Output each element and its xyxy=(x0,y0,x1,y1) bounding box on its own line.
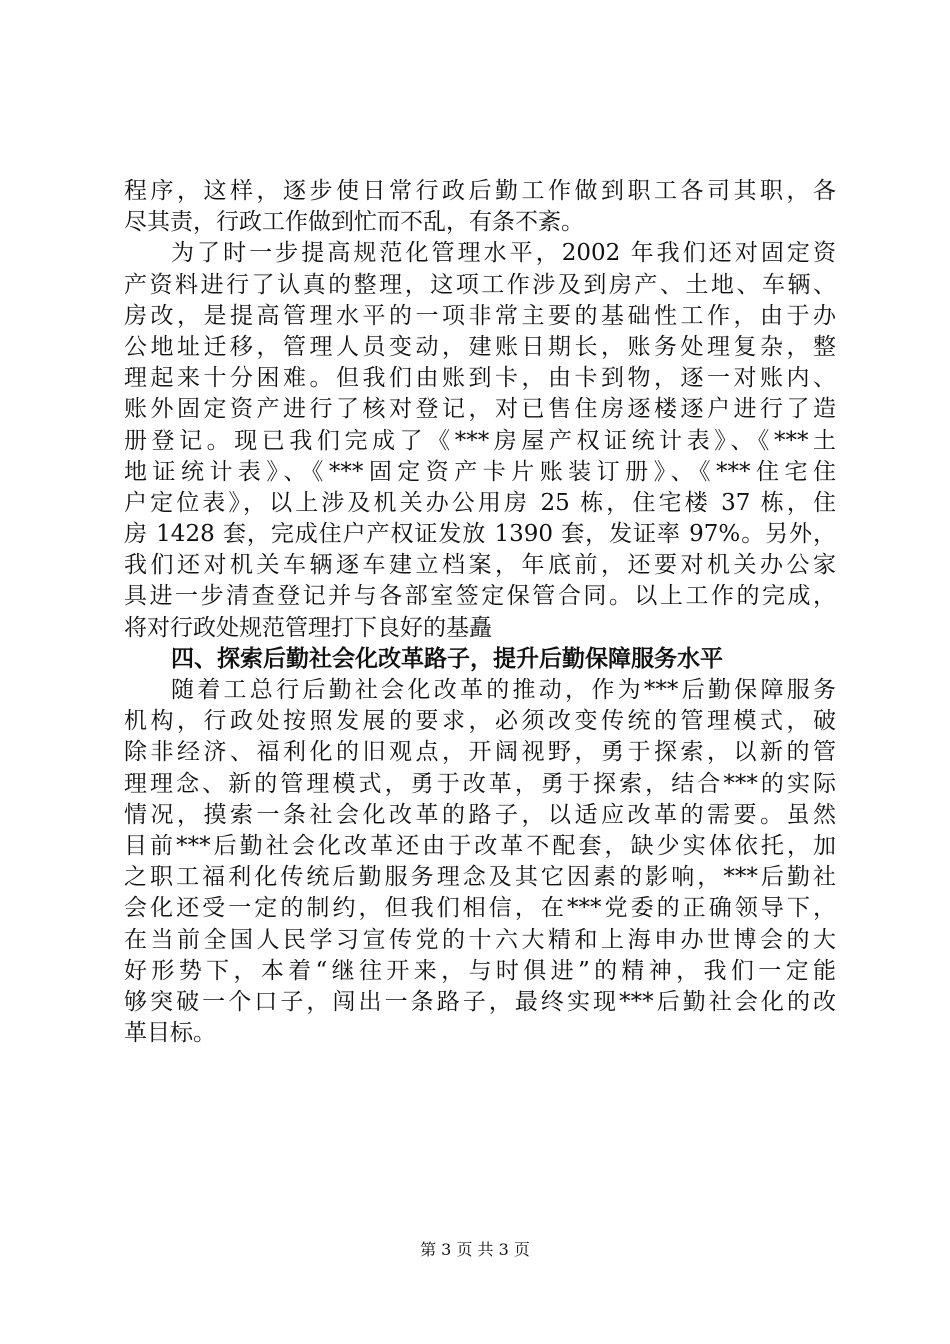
text-line: 房 1428 套，完成住户产权证发放 1390 套，发证率 97%。另外， xyxy=(124,521,836,548)
text-line: 具进一步清查登记并与各部室签定保管合同。以上工作的完成， xyxy=(124,583,836,610)
text-line: 将对行政处规范管理打下良好的基矗 xyxy=(124,614,492,641)
text-line: 房改，是提高管理水平的一项非常主要的基础性工作，由于办 xyxy=(124,302,836,329)
text-line: 尽其责，行政工作做到忙而不乱，有条不紊。 xyxy=(124,209,584,236)
text-line: 好形势下，本着“继往开来，与时俱进”的精神，我们一定能 xyxy=(124,957,836,984)
body-text xyxy=(124,176,836,1049)
text-line: 我们还对机关车辆逐车建立档案，年底前，还要对机关办公家 xyxy=(124,552,836,579)
text-line: 户定位表》，以上涉及机关办公用房 25 栋，住宅楼 37 栋，住 xyxy=(124,489,836,516)
text-line: 册登记。现已我们完成了《***房屋产权证统计表》、《***土 xyxy=(124,427,836,454)
text-line: 地证统计表》、《***固定资产卡片账装订册》、《***住宅住 xyxy=(124,458,836,485)
text-line: 够突破一个口子，闯出一条路子，最终实现***后勤社会化的改 xyxy=(124,988,836,1015)
text-line: 革目标。 xyxy=(124,1020,216,1047)
text-line: 除非经济、福利化的旧观点，开阔视野，勇于探索，以新的管 xyxy=(124,739,836,766)
text-line: 在当前全国人民学习宣传党的十六大精和上海申办世博会的大 xyxy=(124,926,836,953)
text-line: 随着工总行后勤社会化改革的推动，作为***后勤保障服务 xyxy=(171,677,836,703)
text-line: 情况，摸索一条社会化改革的路子，以适应改革的需要。虽然 xyxy=(124,801,836,828)
text-line: 为了时一步提高规范化管理水平，2002 年我们还对固定资 xyxy=(171,240,836,267)
text-line: 会化还受一定的制约，但我们相信，在***党委的正确领导下， xyxy=(124,895,836,922)
text-line: 理理念、新的管理模式，勇于改革，勇于探索，结合***的实际 xyxy=(124,770,836,797)
text-line: 公地址迁移，管理人员变动，建账日期长，账务处理复杂，整 xyxy=(124,333,836,360)
page-footer: 第 3 页 共 3 页 xyxy=(420,1240,530,1259)
text-line: 机构，行政处按照发展的要求，必须改变传统的管理模式，破 xyxy=(124,708,836,735)
section-heading: 四、探索后勤社会化改革路子，提升后勤保障服务水平 xyxy=(171,645,723,672)
text-line: 程序，这样，逐步使日常行政后勤工作做到职工各司其职，各 xyxy=(124,178,836,204)
text-line: 产资料进行了认真的整理，这项工作涉及到房产、土地、车辆、 xyxy=(124,271,836,298)
text-line: 账外固定资产进行了核对登记，对已售住房逐楼逐户进行了造 xyxy=(124,396,836,423)
text-line: 目前***后勤社会化改革还由于改革不配套，缺少实体依托，加 xyxy=(124,832,836,859)
text-line: 理起来十分困难。但我们由账到卡，由卡到物，逐一对账内、 xyxy=(124,365,836,392)
text-line: 之职工福利化传统后勤服务理念及其它因素的影响，***后勤社 xyxy=(124,864,836,891)
